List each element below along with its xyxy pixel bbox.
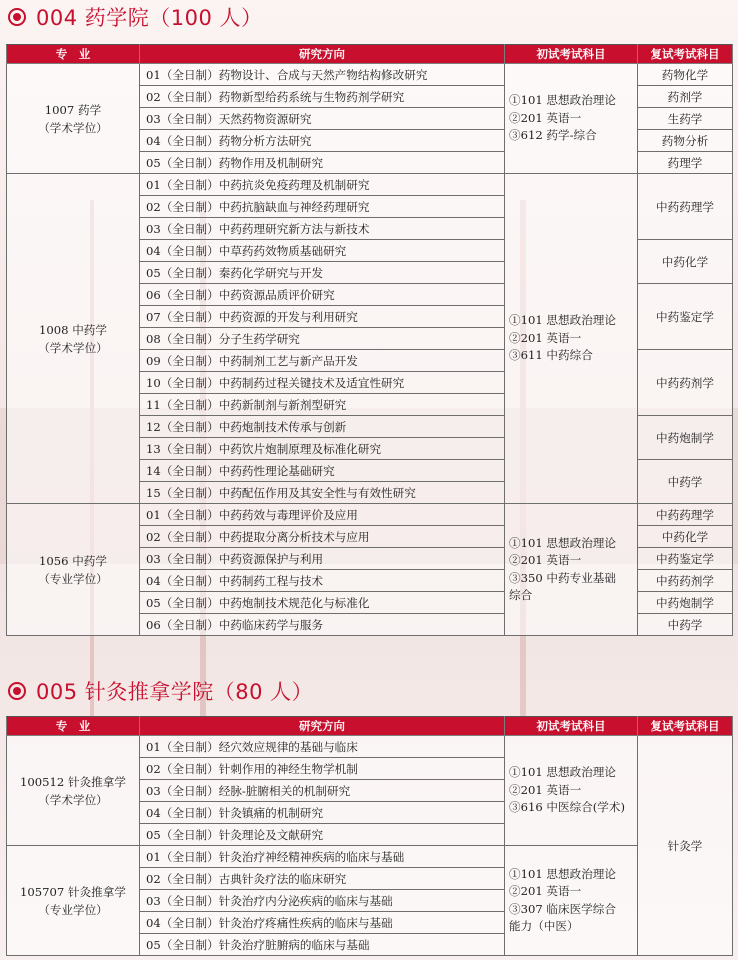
direction-cell: 05（全日制）药物作用及机制研究 [140,152,505,174]
direction-cell: 08（全日制）分子生药学研究 [140,328,505,350]
direction-cell: 01（全日制）针灸治疗神经精神疾病的临床与基础 [140,846,505,868]
direction-cell: 02（全日制）古典针灸疗法的临床研究 [140,868,505,890]
direction-cell: 07（全日制）中药资源的开发与利用研究 [140,306,505,328]
direction-cell: 15（全日制）中药配伍作用及其安全性与有效性研究 [140,482,505,504]
exam-cell: ①101 思想政治理论 ②201 英语一 ③307 临床医学综合 能力（中医） [505,846,638,956]
direction-cell: 01（全日制）经穴效应规律的基础与临床 [140,736,505,758]
direction-cell: 05（全日制）针灸理论及文献研究 [140,824,505,846]
direction-cell: 03（全日制）天然药物资源研究 [140,108,505,130]
direction-cell: 03（全日制）经脉-脏腑相关的机制研究 [140,780,505,802]
direction-cell: 04（全日制）针灸治疗疼痛性疾病的临床与基础 [140,912,505,934]
direction-cell: 06（全日制）中药临床药学与服务 [140,614,505,636]
direction-cell: 06（全日制）中药资源品质评价研究 [140,284,505,306]
table-header-row [7,717,733,736]
acupuncture-table [6,716,733,956]
section-title-text: 005 针灸推拿学院（80 人） [36,680,314,704]
direction-cell: 01（全日制）中药药效与毒理评价及应用 [140,504,505,526]
direction-cell: 04（全日制）中药制药工程与技术 [140,570,505,592]
retest-cell: 中药学 [638,614,733,636]
col-header-direction: 研究方向 [140,45,505,64]
direction-cell: 13（全日制）中药饮片炮制原理及标准化研究 [140,438,505,460]
direction-cell: 04（全日制）药物分析方法研究 [140,130,505,152]
section-title-pharmacy [8,2,263,32]
exam-cell: ①101 思想政治理论 ②201 英语一 ③616 中医综合(学术) [505,736,638,846]
direction-cell: 01（全日制）中药抗炎免疫药理及机制研究 [140,174,505,196]
col-header-major: 专 业 [7,45,140,64]
retest-cell: 中药炮制学 [638,592,733,614]
major-cell: 1008 中药学 （学术学位） [7,174,140,504]
major-cell: 1007 药学 （学术学位） [7,64,140,174]
table-row [7,736,733,758]
major-cell: 105707 针灸推拿学 （专业学位） [7,846,140,956]
retest-cell: 中药学 [638,460,733,504]
exam-cell: ①101 思想政治理论 ②201 英语一 ③350 中药专业基础 综合 [505,504,638,636]
major-cell: 100512 针灸推拿学 （学术学位） [7,736,140,846]
retest-cell: 中药药剂学 [638,570,733,592]
direction-cell: 02（全日制）针刺作用的神经生物学机制 [140,758,505,780]
direction-cell: 05（全日制）中药炮制技术规范化与标准化 [140,592,505,614]
direction-cell: 04（全日制）针灸镇痛的机制研究 [140,802,505,824]
retest-cell: 中药化学 [638,240,733,284]
direction-cell: 04（全日制）中草药药效物质基础研究 [140,240,505,262]
direction-cell: 05（全日制）针灸治疗脏腑病的临床与基础 [140,934,505,956]
direction-cell: 10（全日制）中药制药过程关键技术及适宜性研究 [140,372,505,394]
direction-cell: 02（全日制）中药抗脑缺血与神经药理研究 [140,196,505,218]
major-cell: 1056 中药学 （专业学位） [7,504,140,636]
retest-cell: 中药鉴定学 [638,284,733,350]
table-row [7,846,733,868]
pharmacy-table [6,44,733,636]
direction-cell: 11（全日制）中药新制剂与新剂型研究 [140,394,505,416]
col-header-direction: 研究方向 [140,717,505,736]
direction-cell: 02（全日制）中药提取分离分析技术与应用 [140,526,505,548]
retest-cell: 生药学 [638,108,733,130]
direction-cell: 01（全日制）药物设计、合成与天然产物结构修改研究 [140,64,505,86]
retest-cell: 中药炮制学 [638,416,733,460]
table-header-row [7,45,733,64]
retest-cell: 药物分析 [638,130,733,152]
table-row [7,64,733,86]
direction-cell: 12（全日制）中药炮制技术传承与创新 [140,416,505,438]
retest-cell: 针灸学 [638,736,733,956]
direction-cell: 03（全日制）针灸治疗内分泌疾病的临床与基础 [140,890,505,912]
table-row [7,174,733,196]
col-header-first-exam: 初试考试科目 [505,45,638,64]
exam-cell: ①101 思想政治理论 ②201 英语一 ③611 中药综合 [505,174,638,504]
retest-cell: 药剂学 [638,86,733,108]
exam-cell: ①101 思想政治理论 ②201 英语一 ③612 药学-综合 [505,64,638,174]
retest-cell: 药理学 [638,152,733,174]
table-row [7,504,733,526]
target-bullet-icon [8,682,26,700]
retest-cell: 中药药理学 [638,504,733,526]
direction-cell: 14（全日制）中药药性理论基础研究 [140,460,505,482]
col-header-first-exam: 初试考试科目 [505,717,638,736]
retest-cell: 药物化学 [638,64,733,86]
col-header-retest: 复试考试科目 [638,45,733,64]
direction-cell: 09（全日制）中药制剂工艺与新产品开发 [140,350,505,372]
direction-cell: 03（全日制）中药资源保护与利用 [140,548,505,570]
direction-cell: 03（全日制）中药药理研究新方法与新技术 [140,218,505,240]
section-title-text: 004 药学院（100 人） [36,6,263,30]
direction-cell: 02（全日制）药物新型给药系统与生物药剂学研究 [140,86,505,108]
target-bullet-icon [8,8,26,26]
retest-cell: 中药药理学 [638,174,733,240]
section-title-acupuncture [8,676,313,706]
retest-cell: 中药药剂学 [638,350,733,416]
col-header-retest: 复试考试科目 [638,717,733,736]
retest-cell: 中药化学 [638,526,733,548]
col-header-major: 专 业 [7,717,140,736]
retest-cell: 中药鉴定学 [638,548,733,570]
direction-cell: 05（全日制）秦药化学研究与开发 [140,262,505,284]
